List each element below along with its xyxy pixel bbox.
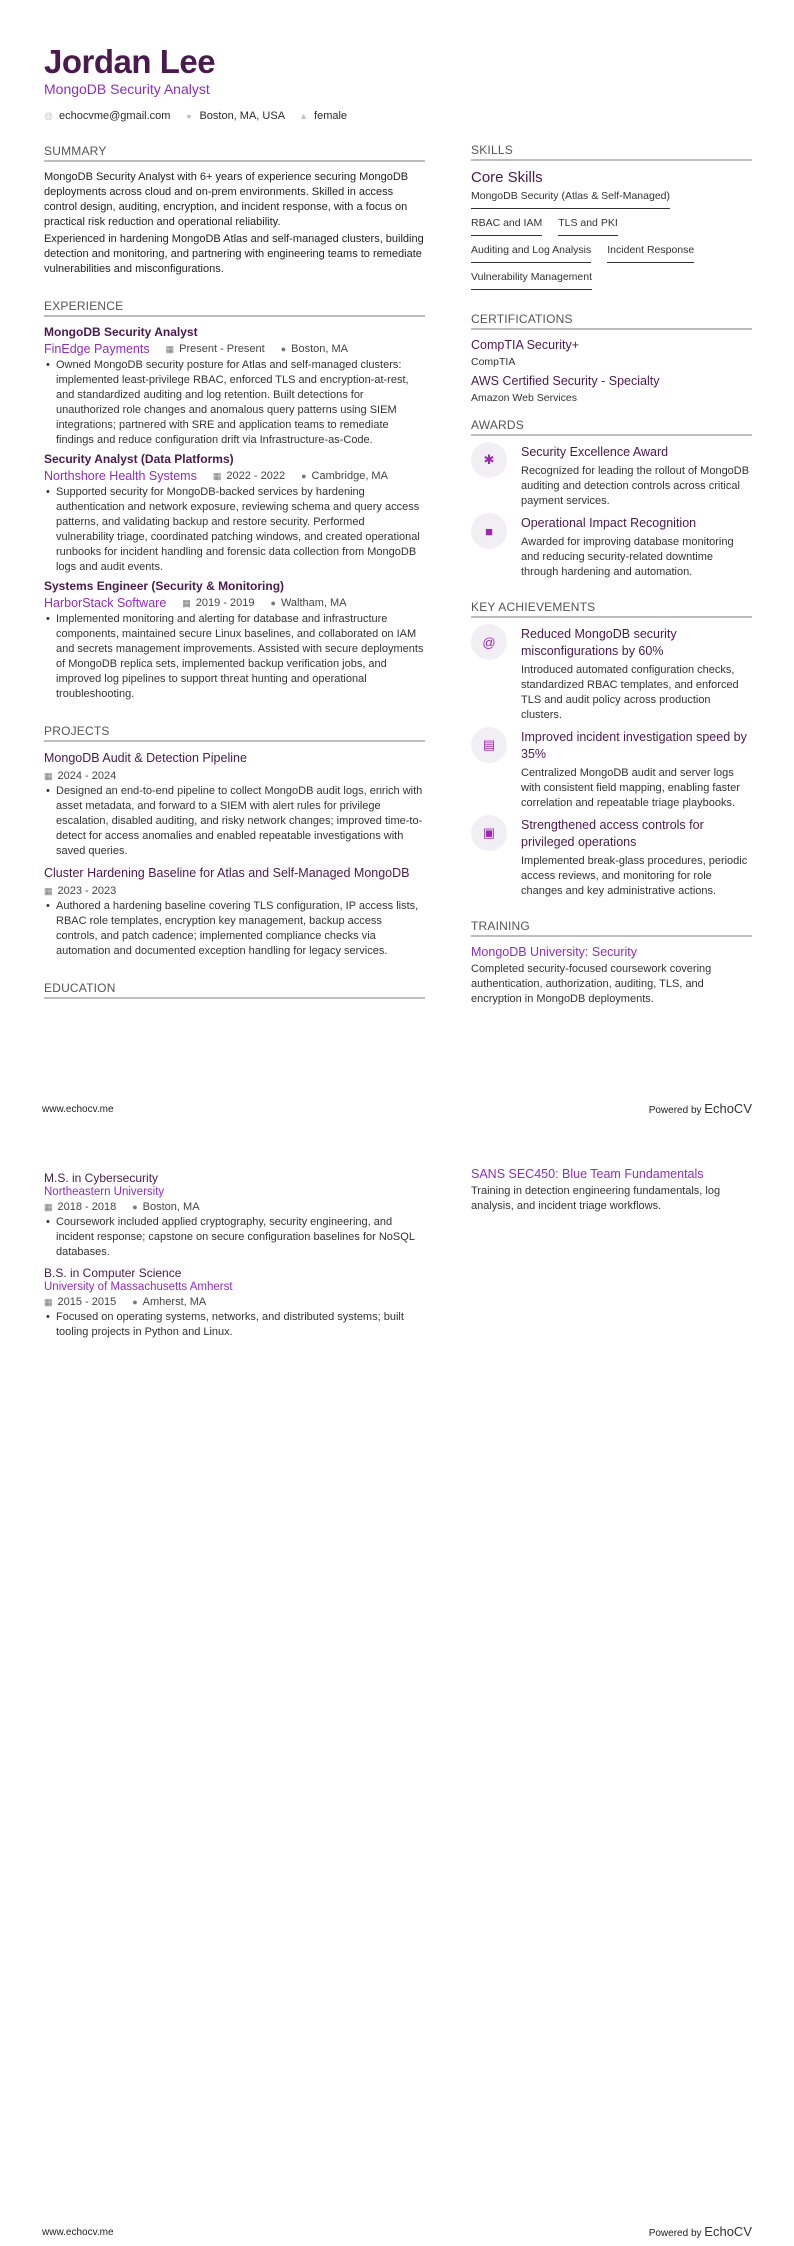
contact-row	[44, 110, 425, 122]
school-location: Boston, MA	[142, 1201, 200, 1213]
cert-name: AWS Certified Security - Specialty	[471, 374, 660, 388]
experience-item	[44, 452, 425, 575]
section-heading: KEY ACHIEVEMENTS	[471, 600, 752, 618]
skill-tag: Auditing and Log Analysis	[471, 244, 591, 263]
powered-by-text: Powered by	[648, 2228, 702, 2239]
left-column	[44, 44, 425, 1013]
footer-site-link[interactable]: www.echocv.me	[42, 1104, 114, 1115]
location-text: Boston, MA, USA	[199, 110, 286, 122]
job-role: Systems Engineer (Security & Monitoring)	[44, 579, 285, 593]
dates: 2019 - 2019	[195, 597, 255, 609]
school-location: Amherst, MA	[142, 1296, 207, 1308]
bullet: • Focused on operating systems, networks, and distributed systems; built tooling projects in Python and Linux.	[44, 1310, 425, 1340]
contact-location	[184, 110, 285, 122]
section-heading: SUMMARY	[44, 144, 425, 162]
section-heading: EXPERIENCE	[44, 299, 425, 317]
bullet: • Coursework included applied cryptography, security engineering, and incident response; capstone on secure configuration baselines for NoSQL databases.	[44, 1215, 425, 1260]
achievement-item	[471, 626, 752, 723]
project-name: Cluster Hardening Baseline for Atlas and Self-Managed MongoDB	[44, 866, 410, 880]
experience-item	[44, 579, 425, 702]
achievement-item	[471, 729, 752, 811]
left-column	[44, 1165, 425, 1340]
section-heading: EDUCATION	[44, 981, 425, 999]
training-section	[471, 919, 752, 1007]
training-desc: Completed security-focused coursework covering authentication, authorization, auditing, TLS, and encryption in MongoDB deployments.	[471, 963, 712, 1005]
footer-powered	[649, 2224, 752, 2239]
person-icon: ▲	[299, 110, 308, 121]
dates: 2015 - 2015	[57, 1296, 117, 1308]
projects-section	[44, 724, 425, 959]
company: FinEdge Payments	[44, 342, 150, 356]
skill-tag: MongoDB Security (Atlas & Self-Managed)	[471, 190, 670, 209]
award-desc: Awarded for improving database monitoring and reducing security-related downtime through hardening and automation.	[521, 536, 734, 578]
school: University of Massachusetts Amherst	[44, 1281, 233, 1293]
right-column	[471, 1165, 752, 1214]
skill-tag: Vulnerability Management	[471, 271, 592, 290]
dates: 2022 - 2022	[226, 470, 286, 482]
book-icon: ▣	[471, 815, 507, 851]
summary-paragraph: Experienced in hardening MongoDB Atlas and self-managed clusters, building detection and monitoring, and partnering with engineering teams to remediate vulnerabilities and misconfigurations.	[44, 233, 424, 275]
brand-logo: EchoCV	[704, 1101, 752, 1116]
calendar-icon: ▦	[44, 1296, 53, 1307]
degree: M.S. in Cybersecurity	[44, 1171, 159, 1185]
section-heading: CERTIFICATIONS	[471, 312, 752, 330]
cert-issuer: Amazon Web Services	[471, 392, 578, 404]
certifications-section	[471, 312, 752, 404]
footer-site-link[interactable]: www.echocv.me	[42, 2227, 114, 2238]
clipboard-icon: ▤	[471, 727, 507, 763]
summary-paragraph: MongoDB Security Analyst with 6+ years of experience securing MongoDB deployments across cloud and on-prem environments. Skilled in access control design, auditing, encryption, and incident response, with a focus on practical risk reduction and operational reliability.	[44, 171, 409, 228]
contact-gender	[299, 110, 347, 122]
achievement-title: Reduced MongoDB security misconfigurations by 60%	[521, 627, 677, 658]
calendar-icon: ▦	[182, 597, 191, 608]
award-item	[471, 515, 752, 580]
award-item	[471, 444, 752, 509]
section-heading: AWARDS	[471, 418, 752, 436]
project-name: MongoDB Audit & Detection Pipeline	[44, 751, 247, 765]
at-icon: @	[44, 110, 54, 121]
cert-name: CompTIA Security+	[471, 338, 580, 352]
award-title: Operational Impact Recognition	[521, 516, 697, 530]
achievement-title: Improved incident investigation speed by 35%	[521, 730, 747, 761]
skill-tag: RBAC and IAM	[471, 217, 542, 236]
dates: 2023 - 2023	[57, 885, 117, 897]
experience-item	[44, 325, 425, 448]
training-title: SANS SEC450: Blue Team Fundamentals	[471, 1167, 704, 1181]
job-location: Cambridge, MA	[311, 470, 388, 482]
section-heading: PROJECTS	[44, 724, 425, 742]
location-icon: ●	[186, 110, 192, 121]
dates: 2024 - 2024	[57, 770, 117, 782]
candidate-name: Jordan Lee	[44, 43, 216, 80]
location-icon: ●	[132, 1297, 138, 1307]
achievement-desc: Introduced automated configuration checks, standardized RBAC templates, and enforced TLS and audit policy across production clusters.	[521, 664, 739, 721]
job-role: Security Analyst (Data Platforms)	[44, 452, 234, 466]
achievement-item	[471, 817, 752, 899]
training-desc: Training in detection engineering fundamentals, log analysis, and incident triage workflows.	[471, 1185, 721, 1212]
calendar-icon: ▦	[44, 885, 53, 896]
calendar-icon: ▦	[212, 470, 222, 481]
bullet: • Supported security for MongoDB-backed services by hardening authentication and network exposure, reviewing schema and query access patterns, and validating backup and restore security. Performed vulnerability triage, coordinated patching windows, and created operational runbooks for incident handling and forensic data collection from MongoDB logs and audit events.	[44, 485, 425, 575]
bullet: • Designed an end-to-end pipeline to collect MongoDB audit logs, enrich with asset metadata, and forward to a SIEM with alert rules for privilege escalation, disabled auditing, and risky network changes; improved time-to-detect for access anomalies and enabled repeatable investigations with saved queries.	[44, 784, 425, 859]
company: Northshore Health Systems	[44, 469, 197, 483]
job-location: Waltham, MA	[280, 597, 347, 609]
brand-logo: EchoCV	[704, 2224, 752, 2239]
achievements-section	[471, 600, 752, 899]
training-title: MongoDB University: Security	[471, 945, 638, 959]
dates: Present - Present	[179, 343, 265, 355]
skill-tags	[471, 190, 752, 290]
gender-text: female	[314, 110, 348, 122]
award-desc: Recognized for leading the rollout of MongoDB auditing and detection controls across critical payment services.	[521, 465, 750, 507]
bug-icon: ✱	[471, 442, 507, 478]
bullet: • Owned MongoDB security posture for Atlas and self-managed clusters: implemented least-privilege RBAC, enforced TLS and encryption-at-rest, and standardized auditing and log retention. Built detections for unauthorized role changes and anomalous query patterns using SIEM integrations; partnered with SRE and application teams to remediate findings and reduce configuration drift via Infrastructure-as-Code.	[44, 358, 425, 448]
location-icon: ●	[270, 598, 276, 608]
candidate-title: MongoDB Security Analyst	[44, 81, 210, 97]
skill-group-title: Core Skills	[471, 169, 543, 186]
achievement-desc: Centralized MongoDB audit and server logs with consistent field mapping, enabling faster correlation and repeatable triage playbooks.	[521, 767, 740, 809]
footer-powered	[649, 1101, 752, 1116]
location-icon: ●	[280, 344, 287, 354]
document-icon: ■	[471, 513, 507, 549]
bullet: • Authored a hardening baseline covering TLS configuration, IP access lists, RBAC role templates, encryption key management, backup access controls, and patch cadence; implemented compliance checks via automation and documented exception handling for legacy services.	[44, 899, 425, 959]
calendar-icon: ▦	[165, 343, 175, 354]
skills-section	[471, 143, 752, 290]
powered-by-text: Powered by	[648, 1105, 702, 1116]
skill-tag: Incident Response	[607, 244, 694, 263]
section-heading: TRAINING	[471, 919, 752, 937]
job-role: MongoDB Security Analyst	[44, 325, 198, 339]
summary-section	[44, 144, 425, 277]
cert-issuer: CompTIA	[471, 356, 516, 368]
award-title: Security Excellence Award	[521, 445, 669, 459]
achievement-desc: Implemented break-glass procedures, periodic access reviews, and monitoring for role changes and key administrative actions.	[521, 855, 748, 897]
bullet: • Implemented monitoring and alerting for database and infrastructure components, maintained secure Linux baselines, and collaborated on IAM and secrets management improvements. Assisted with secure deployments of MongoDB replica sets, implemented backup verification jobs, and improved log pipelines to support threat hunting and operational troubleshooting.	[44, 612, 425, 702]
email-text: echocvme@gmail.com	[59, 110, 171, 122]
company: HarborStack Software	[44, 596, 167, 610]
location-icon: ●	[132, 1202, 138, 1212]
calendar-icon: ▦	[44, 1201, 53, 1212]
location-icon: ●	[301, 471, 307, 481]
contact-email[interactable]	[44, 110, 170, 122]
dates: 2018 - 2018	[57, 1201, 117, 1213]
skill-tag: TLS and PKI	[558, 217, 618, 236]
school: Northeastern University	[44, 1186, 165, 1198]
achievement-title: Strengthened access controls for privileged operations	[521, 818, 704, 849]
education-item	[44, 1266, 425, 1340]
awards-section	[471, 418, 752, 580]
experience-section	[44, 299, 425, 702]
degree: B.S. in Computer Science	[44, 1266, 182, 1280]
education-item	[44, 1171, 425, 1260]
page-2	[0, 1123, 794, 2246]
job-location: Boston, MA	[291, 343, 349, 355]
right-column	[471, 143, 752, 1021]
calendar-icon: ▦	[44, 770, 53, 781]
education-section	[44, 981, 425, 999]
section-heading: SKILLS	[471, 143, 752, 161]
at-icon: @	[471, 624, 507, 660]
